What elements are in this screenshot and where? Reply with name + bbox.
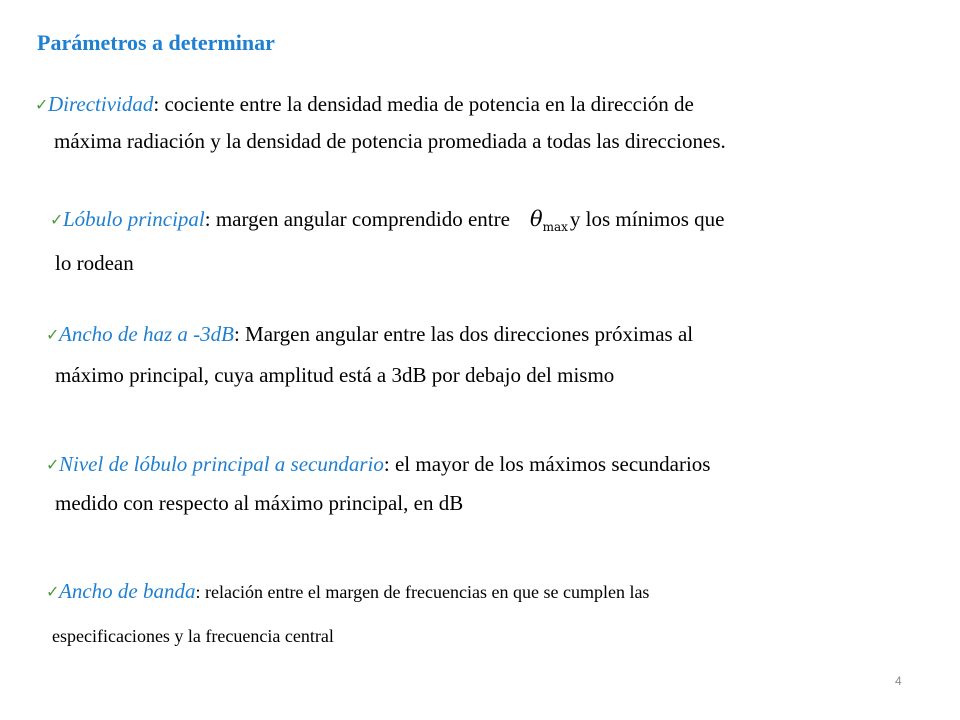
checkmark-icon: ✓: [35, 95, 49, 114]
item-lobulo-principal: [50, 201, 725, 281]
definition-nivel-lobulo-line1: : el mayor de los máximos secundarios: [383, 452, 711, 476]
checkmark-icon: ✓: [46, 325, 60, 344]
definition-ancho-banda-line2: especificaciones y la frecuencia central: [52, 626, 334, 646]
definition-ancho-haz-line1: : Margen angular entre las dos direcciones próximas al: [233, 322, 694, 346]
item-ancho-de-haz: [46, 316, 693, 393]
definition-ancho-haz-line2: máximo principal, cuya amplitud está a 3dB por debajo del mismo: [55, 363, 615, 387]
checkmark-icon: ✓: [50, 210, 64, 229]
slide-title: Parámetros a determinar: [37, 30, 275, 55]
term-nivel-lobulo: Nivel de lóbulo principal a secundario: [59, 452, 384, 476]
definition-directividad-line2: máxima radiación y la densidad de potencia promediada a todas las direcciones.: [54, 129, 726, 153]
definition-lobulo-line1a: : margen angular comprendido entre: [204, 207, 510, 231]
item-ancho-de-banda: [46, 573, 649, 654]
checkmark-icon: ✓: [46, 455, 60, 474]
page-number: 4: [895, 674, 902, 688]
definition-nivel-lobulo-line2: medido con respecto al máximo principal, en dB: [55, 491, 464, 515]
term-directividad: Directividad: [48, 92, 154, 116]
definition-directividad-line1: : cociente entre la densidad media de potencia en la dirección de: [153, 92, 694, 116]
item-nivel-lobulo: [46, 446, 710, 521]
definition-ancho-banda-line1: : relación entre el margen de frecuencias en que se cumplen las: [195, 582, 650, 602]
definition-lobulo-line2: lo rodean: [55, 251, 134, 276]
term-ancho-de-banda: Ancho de banda: [59, 579, 196, 603]
theta-max-symbol: $\theta_{max}$: [529, 207, 568, 235]
item-directividad: [35, 86, 726, 159]
definition-lobulo-line1b: y los mínimos que: [569, 207, 725, 231]
term-ancho-de-haz: Ancho de haz a -3dB: [59, 322, 234, 346]
term-lobulo-principal: Lóbulo principal: [63, 207, 205, 231]
checkmark-icon: ✓: [46, 582, 60, 601]
